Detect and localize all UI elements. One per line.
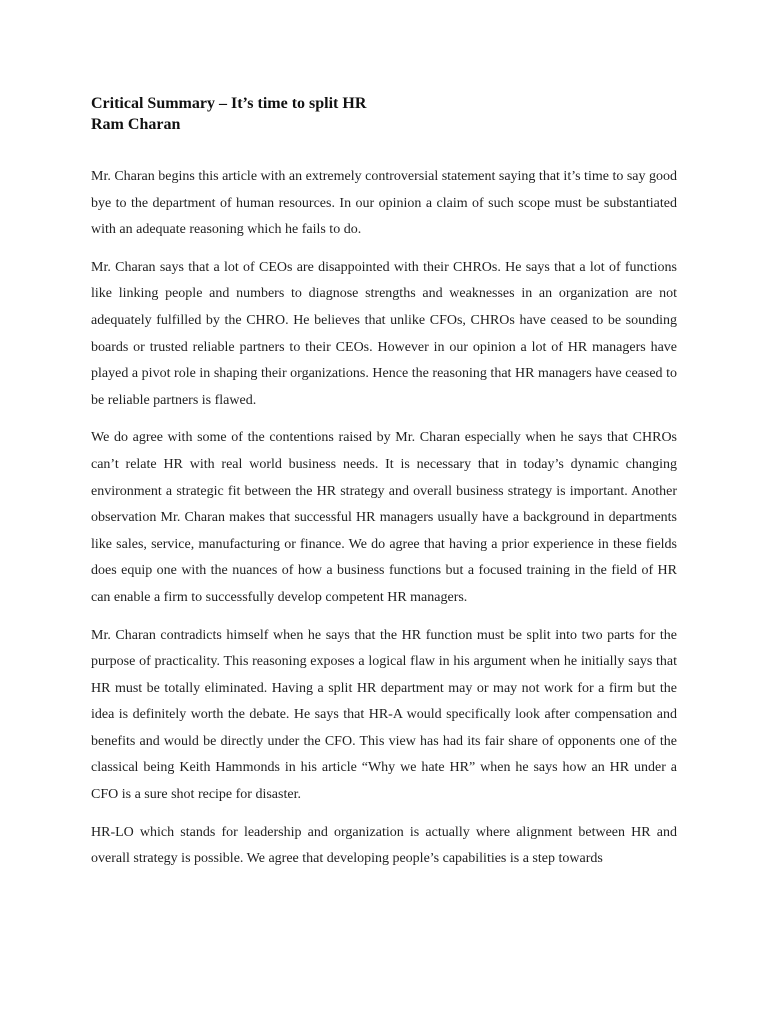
document-author: Ram Charan [91, 116, 181, 133]
document-title: Critical Summary – It’s time to split HR [91, 95, 367, 112]
document-page [91, 93, 677, 884]
paragraph-1: Mr. Charan begins this article with an extremely controversial statement saying that it’s time to say good bye to the department of human resources. In our opinion a claim of such scope must be substantiated with an adequate reasoning which he fails to do. [91, 169, 677, 238]
title-block [91, 93, 677, 135]
paragraph-5: HR-LO which stands for leadership and organization is actually where alignment between HR and overall strategy is possible. We agree that developing people’s capabilities is a step towards [91, 824, 677, 867]
paragraph-3: We do agree with some of the contentions raised by Mr. Charan especially when he says that CHROs can’t relate HR with real world business needs. It is necessary that in today’s dynamic changing environment a strategic fit between the HR strategy and overall business strategy is important. Another observation Mr. Charan makes that successful HR managers usually have a background in departments like sales, service, manufacturing or finance. We do agree that having a prior experience in these fields does equip one with the nuances of how a business functions but a focused training in the field of HR can enable a firm to successfully develop competent HR managers. [91, 430, 677, 605]
paragraph-4: Mr. Charan contradicts himself when he says that the HR function must be split into two parts for the purpose of practicality. This reasoning exposes a logical flaw in his argument when he initially says that HR must be totally eliminated. Having a split HR department may or may not work for a firm but the idea is definitely worth the debate. He says that HR-A would specifically look after compensation and benefits and would be directly under the CFO. This view has had its fair share of opponents one of the classical being Keith Hammonds in his article “Why we hate HR” when he says how an HR under a CFO is a sure shot recipe for disaster. [91, 627, 677, 803]
paragraph-2: Mr. Charan says that a lot of CEOs are disappointed with their CHROs. He says that a lot of functions like linking people and numbers to diagnose strengths and weaknesses in an organization are not adequately fulfilled by the CHRO. He believes that unlike CFOs, CHROs have ceased to be sounding boards or trusted reliable partners to their CEOs. However in our opinion a lot of HR managers have played a pivot role in shaping their organizations. Hence the reasoning that HR managers have ceased to be reliable partners is flawed. [91, 259, 677, 408]
